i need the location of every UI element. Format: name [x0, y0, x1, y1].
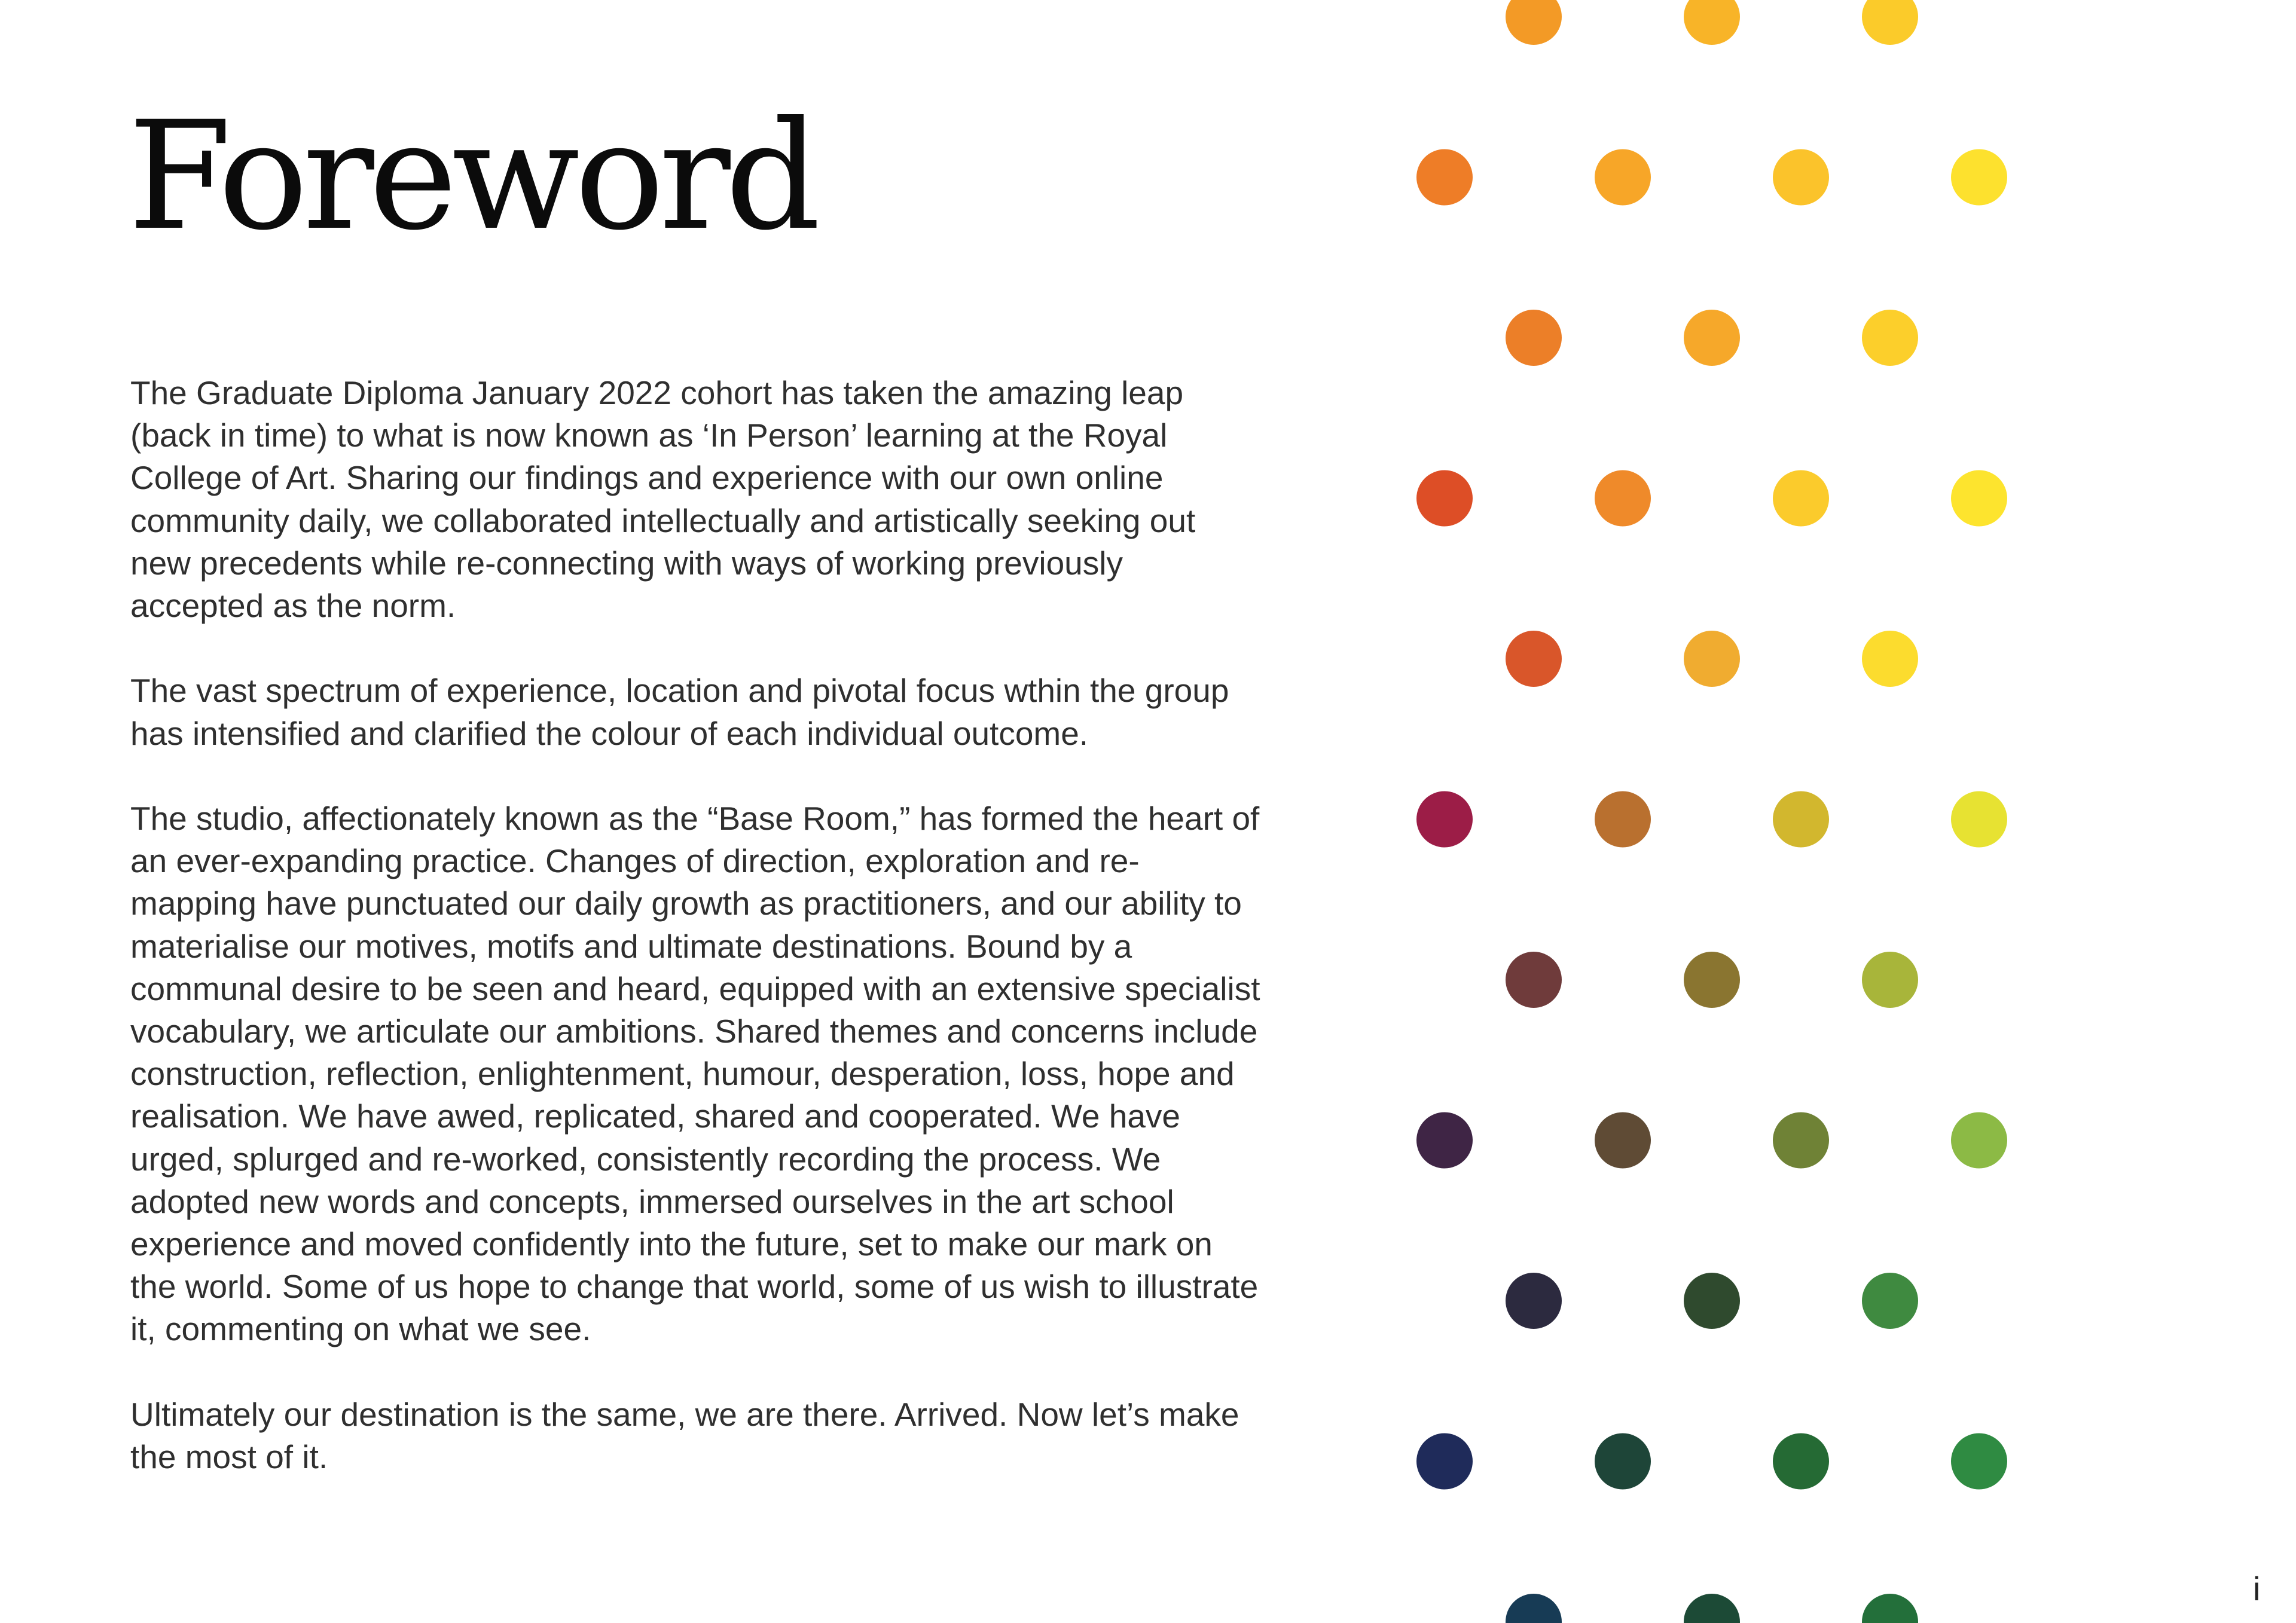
color-dot	[1416, 1434, 1473, 1490]
color-dot	[1506, 1594, 1562, 1623]
color-dot	[1416, 791, 1473, 848]
color-dot	[1862, 631, 1918, 687]
color-dot	[1684, 310, 1740, 366]
color-dot	[1595, 1112, 1651, 1169]
page-number: i	[2253, 1570, 2261, 1607]
color-dot	[1773, 1434, 1829, 1490]
color-dot	[1773, 470, 1829, 527]
color-dot	[1506, 310, 1562, 366]
color-dot	[1684, 631, 1740, 687]
color-dot	[1862, 1273, 1918, 1329]
color-dot	[1416, 149, 1473, 206]
color-dot	[1684, 0, 1740, 45]
color-dot	[1862, 310, 1918, 366]
color-dot	[1684, 1273, 1740, 1329]
color-dot	[1595, 1434, 1651, 1490]
color-dot	[1773, 791, 1829, 848]
color-dot	[1862, 952, 1918, 1008]
color-dot	[1862, 1594, 1918, 1623]
color-dot	[1951, 1112, 2007, 1169]
color-dot	[1595, 470, 1651, 527]
paragraph: The Graduate Diploma January 2022 cohort has taken the amazing leap (back in time) to what is now known as ‘In Person’ learning at the Royal College of Art. Sharing our findings and experience with our own online community daily, we collaborated intellectually and artistically seeking out new precedents while re-connecting with ways of working previously accepted as the norm.	[130, 374, 1196, 625]
color-dot	[1951, 470, 2007, 527]
color-dot	[1595, 149, 1651, 206]
color-dot	[1416, 470, 1473, 527]
color-dot	[1684, 1594, 1740, 1623]
color-dot	[1862, 0, 1918, 45]
paragraph: The vast spectrum of experience, location and pivotal focus wthin the group has intensified and clarified the colour of each individual outcome.	[130, 672, 1229, 752]
paragraph: The studio, affectionately known as the “Base Room,” has formed the heart of an ever-expanding practice. Changes of direction, exploration and re-mapping have punctuated our daily growth as practitioners, and our ability to materialise our motives, motifs and ultimate destinations. Bound by a communal desire to be seen and heard, equipped with an extensive specialist vocabulary, we articulate our ambitions. Shared themes and concerns include construction, reflection, enlightenment, humour, desperation, loss, hope and realisation. We have awed, replicated, shared and cooperated. We have urged, splurged and re-worked, consistently recording the process. We adopted new words and concepts, immersed ourselves in the art school experience and moved confidently into the future, set to make our mark on the world. Some of us hope to change that world, some of us wish to illustrate it, commenting on what we see.	[130, 800, 1260, 1348]
foreword-body	[130, 372, 1260, 1478]
color-dot	[1951, 1434, 2007, 1490]
color-dot	[1506, 0, 1562, 45]
color-dot	[1684, 952, 1740, 1008]
color-dot	[1506, 631, 1562, 687]
color-dot	[1951, 791, 2007, 848]
color-dot	[1416, 1112, 1473, 1169]
color-dot	[1773, 1112, 1829, 1169]
paragraph: Ultimately our destination is the same, we are there. Arrived. Now let’s make the most of it.	[130, 1395, 1239, 1476]
color-dot	[1506, 1273, 1562, 1329]
page-title: Foreword	[128, 89, 816, 263]
color-dot	[1506, 952, 1562, 1008]
color-dot	[1773, 149, 1829, 206]
color-dot	[1951, 149, 2007, 206]
color-dot	[1595, 791, 1651, 848]
